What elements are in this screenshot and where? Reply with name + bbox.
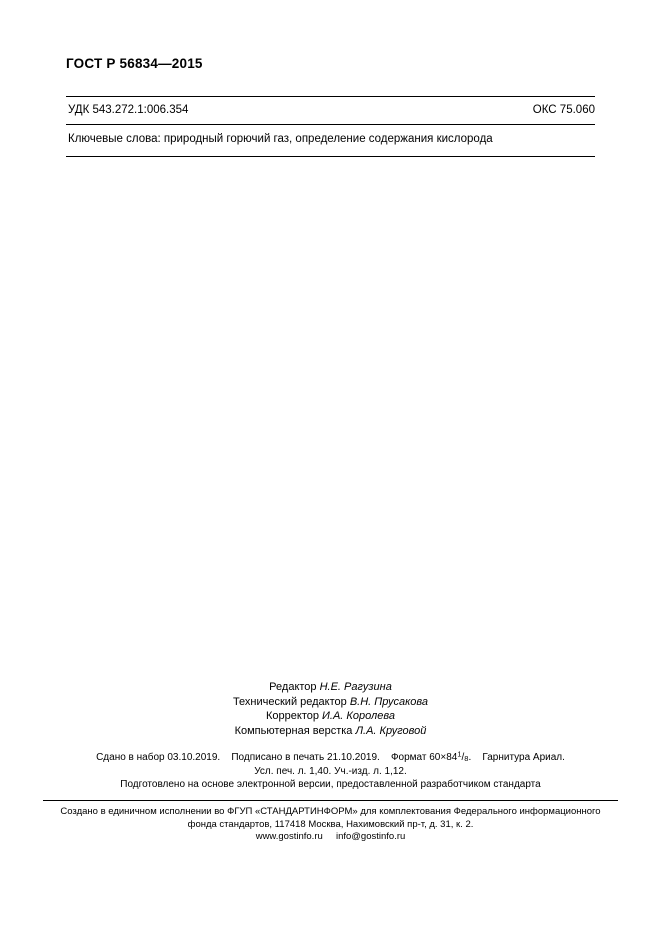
- print-info-block: [0, 751, 661, 792]
- credit-row: [0, 680, 661, 695]
- credit-person: И.А. Королева: [322, 710, 395, 723]
- print-info-note: Подготовлено на основе электронной версии, предоставленной разработчиком стандарта: [120, 779, 541, 790]
- format-fraction: $^1/_8$: [457, 749, 469, 764]
- divider-bottom: [66, 156, 595, 157]
- credit-row: [0, 695, 661, 710]
- credit-row: [0, 709, 661, 724]
- standard-number: ГОСТ Р 56834—2015: [66, 56, 203, 71]
- keywords-line: Ключевые слова: природный горючий газ, определение содержания кислорода: [68, 133, 493, 145]
- format-label: Формат 60×84: [390, 752, 458, 763]
- printed-sheets: Усл. печ. л. 1,40.: [254, 765, 332, 777]
- udk-code: УДК 543.272.1:006.354: [68, 104, 189, 116]
- credit-person: В.Н. Прусакова: [349, 695, 429, 708]
- credit-role: Технический редактор: [232, 695, 347, 708]
- website-link[interactable]: www.gostinfo.ru: [255, 831, 323, 842]
- credits-block: [0, 680, 661, 738]
- publisher-sheets: Уч.-изд. л. 1,12.: [334, 765, 407, 777]
- signed-date: Подписано в печать 21.10.2019.: [231, 752, 380, 763]
- format-numerator: 1: [457, 749, 462, 759]
- footer-block: [0, 806, 661, 844]
- footer-links: [0, 831, 661, 844]
- divider-middle: [66, 124, 595, 125]
- credit-role: Редактор: [269, 681, 317, 693]
- credit-role: Компьютерная верстка: [234, 724, 353, 737]
- credit-row: [0, 724, 661, 739]
- format-denominator: 8: [464, 754, 469, 764]
- credit-person: Л.А. Круговой: [355, 724, 427, 737]
- email-link[interactable]: info@gostinfo.ru: [335, 831, 406, 842]
- print-info-line-1: Сдано в набор 03.10.2019. Подписано в печать 21.10.2019. Формат $60\times 84^1/_8$. Гарнитура Ариал.: [96, 749, 565, 764]
- credit-person: Н.Е. Рагузина: [319, 681, 392, 693]
- typeface: Гарнитура Ариал.: [482, 752, 565, 763]
- footer-line-1: Создано в единичном исполнении во ФГУП «СТАНДАРТИНФОРМ» для комплектования Федерального информационного: [60, 806, 601, 817]
- typeset-date: Сдано в набор 03.10.2019.: [96, 752, 221, 763]
- divider-top: [66, 96, 595, 97]
- footer-divider: [43, 800, 618, 801]
- footer-line-2: фонда стандартов, 117418 Москва, Нахимовский пр-т, д. 31, к. 2.: [187, 818, 474, 830]
- oks-code: ОКС 75.060: [532, 104, 595, 116]
- print-info-line-2: [0, 765, 661, 779]
- credit-role: Корректор: [266, 710, 319, 723]
